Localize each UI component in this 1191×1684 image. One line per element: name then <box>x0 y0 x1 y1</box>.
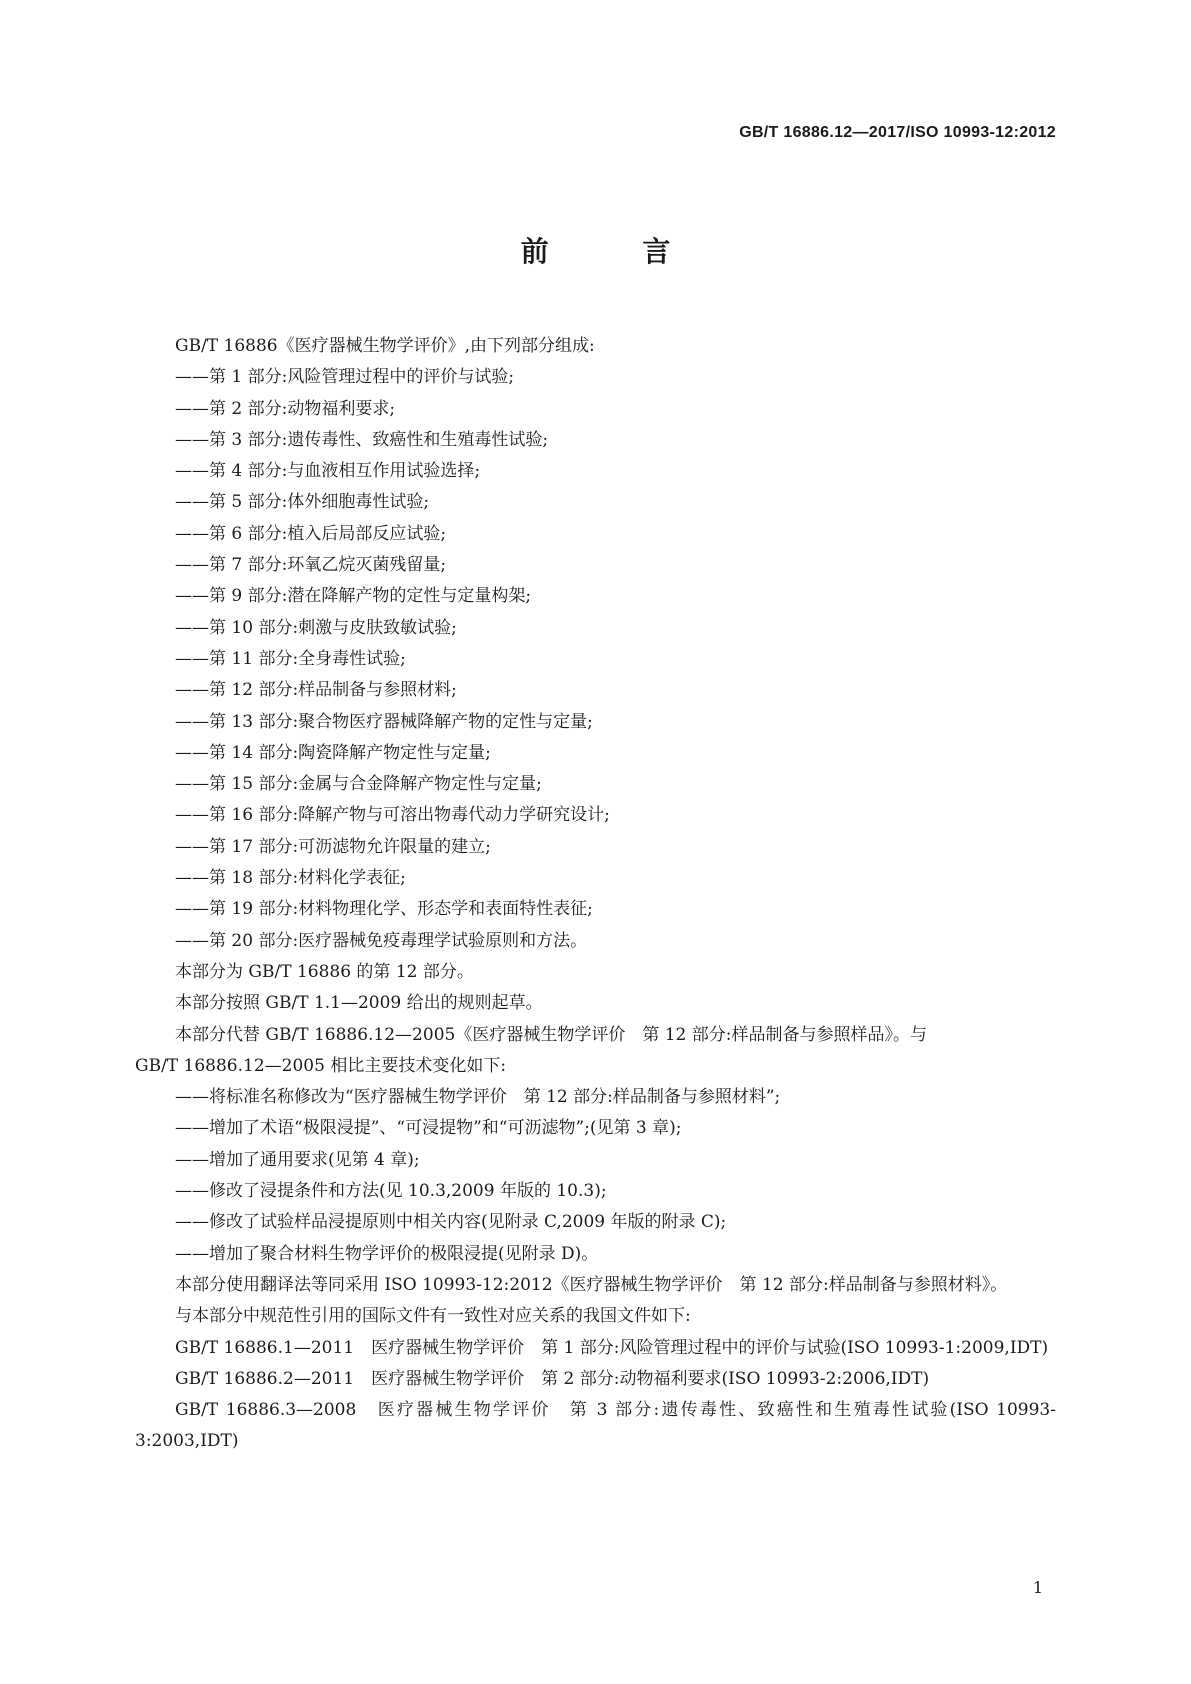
list-item: ——第 2 部分:动物福利要求; <box>175 398 396 419</box>
part-paragraph: 本部分为 GB/T 16886 的第 12 部分。 <box>175 961 474 982</box>
document-body <box>135 331 1056 1458</box>
correspondence-paragraph: 与本部分中规范性引用的国际文件有一致性对应关系的我国文件如下: <box>175 1306 691 1327</box>
list-item: ——第 13 部分:聚合物医疗器械降解产物的定性与定量; <box>175 711 593 732</box>
list-item: ——第 5 部分:体外细胞毒性试验; <box>175 492 430 513</box>
reference-item: GB/T 16886.2—2011 医疗器械生物学评价 第 2 部分:动物福利要求(ISO 10993-2:2006,IDT) <box>175 1368 930 1389</box>
list-item: ——第 10 部分:刺激与皮肤致敏试验; <box>175 617 457 638</box>
reference-item: GB/T 16886.1—2011 医疗器械生物学评价 第 1 部分:风险管理过程中的评价与试验(ISO 10993-1:2009,IDT) <box>175 1337 1049 1358</box>
list-item: ——第 4 部分:与血液相互作用试验选择; <box>175 461 481 482</box>
reference-item: GB/T 16886.3—2008 医疗器械生物学评价 第 3 部分:遗传毒性、致癌性和生殖毒性试验(ISO 10993-3:2003,IDT) <box>135 1400 1056 1452</box>
list-item: ——第 9 部分:潜在降解产物的定性与定量构架; <box>175 586 532 607</box>
list-item: ——第 20 部分:医疗器械免疫毒理学试验原则和方法。 <box>175 930 588 951</box>
intro-paragraph: GB/T 16886《医疗器械生物学评价》,由下列部分组成: <box>175 336 595 356</box>
list-item: ——第 1 部分:风险管理过程中的评价与试验; <box>175 367 515 388</box>
replace-paragraph-line1: 本部分代替 GB/T 16886.12—2005《医疗器械生物学评价 第 12 部分:样品制备与参照样品》。与 <box>175 1024 927 1045</box>
change-item: ——修改了浸提条件和方法(见 10.3,2009 年版的 10.3); <box>175 1181 607 1202</box>
list-item: ——第 16 部分:降解产物与可溶出物毒代动力学研究设计; <box>175 805 610 826</box>
change-item: ——增加了术语“极限浸提”、“可浸提物”和“可沥滤物”;(见第 3 章); <box>175 1118 682 1139</box>
change-item: ——增加了聚合材料生物学评价的极限浸提(见附录 D)。 <box>175 1243 599 1264</box>
standard-code: GB/T 16886.12—2017/ISO 10993-12:2012 <box>739 124 1056 141</box>
page-number: 1 <box>1032 1578 1043 1597</box>
list-item: ——第 19 部分:材料物理化学、形态学和表面特性表征; <box>175 899 593 920</box>
translation-paragraph: 本部分使用翻译法等同采用 ISO 10993-12:2012《医疗器械生物学评价 第 12 部分:样品制备与参照材料》。 <box>175 1274 1008 1295</box>
list-item: ——第 12 部分:样品制备与参照材料; <box>175 680 457 701</box>
list-item: ——第 14 部分:陶瓷降解产物定性与定量; <box>175 742 491 763</box>
drafting-paragraph: 本部分按照 GB/T 1.1—2009 给出的规则起草。 <box>175 993 543 1014</box>
list-item: ——第 17 部分:可沥滤物允许限量的建立; <box>175 836 491 857</box>
list-item: ——第 11 部分:全身毒性试验; <box>175 648 406 669</box>
replace-paragraph-line2: GB/T 16886.12—2005 相比主要技术变化如下: <box>135 1055 507 1076</box>
list-item: ——第 7 部分:环氧乙烷灭菌残留量; <box>175 555 447 576</box>
change-item: ——增加了通用要求(见第 4 章); <box>175 1149 420 1170</box>
change-item: ——将标准名称修改为“医疗器械生物学评价 第 12 部分:样品制备与参照材料”; <box>175 1087 781 1108</box>
list-item: ——第 6 部分:植入后局部反应试验; <box>175 523 447 544</box>
change-item: ——修改了试验样品浸提原则中相关内容(见附录 C,2009 年版的附录 C); <box>175 1212 727 1233</box>
list-item: ——第 15 部分:金属与合金降解产物定性与定量; <box>175 774 542 795</box>
list-item: ——第 18 部分:材料化学表征; <box>175 868 406 889</box>
list-item: ——第 3 部分:遗传毒性、致癌性和生殖毒性试验; <box>175 429 549 450</box>
page-title: 前 言 <box>520 235 713 268</box>
